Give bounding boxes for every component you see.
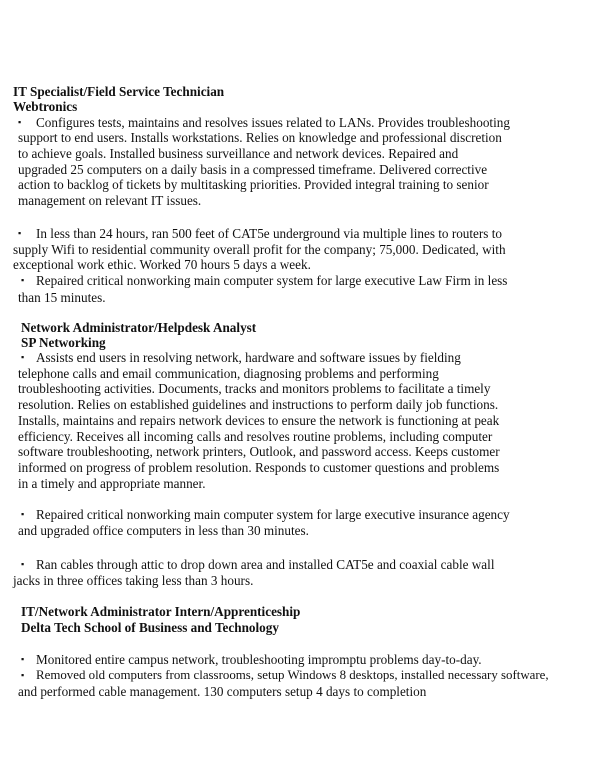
company-name: Delta Tech School of Business and Technology xyxy=(21,620,279,635)
job-title: IT Specialist/Field Service Technician xyxy=(13,84,225,99)
bullet-line: Configures tests, maintains and resolves issues related to LANs. Provides troubleshooting xyxy=(36,115,510,130)
bullet-line: Monitored entire campus network, troubleshooting impromptu problems day-to-day. xyxy=(36,652,482,667)
bullet-line: Assists end users in resolving network, hardware and software issues by fielding xyxy=(36,350,461,365)
bullet-line: support to end users. Installs workstations. Relies on knowledge and professional discretion xyxy=(18,130,502,145)
bullet-line: Repaired critical nonworking main computer system for large executive insurance agency xyxy=(36,507,510,522)
company-name: SP Networking xyxy=(21,335,106,350)
bullet-line: telephone calls and email communication, diagnosing problems and performing xyxy=(18,366,439,381)
bullet-line: troubleshooting activities. Documents, tracks and monitors problems to facilitate a timely xyxy=(18,381,491,396)
bullet-line: In less than 24 hours, ran 500 feet of CAT5e underground via multiple lines to routers to xyxy=(36,226,502,241)
bullet-line: and upgraded office computers in less than 30 minutes. xyxy=(18,523,309,538)
bullet-icon: ▪ xyxy=(21,352,25,362)
bullet-line: Repaired critical nonworking main computer system for large executive Law Firm in less xyxy=(36,273,508,288)
bullet-icon: ▪ xyxy=(18,228,22,238)
bullet-icon: ▪ xyxy=(21,654,25,664)
bullet-line: jacks in three offices taking less than 3 hours. xyxy=(13,573,254,588)
bullet-line: software troubleshooting, network printers, Outlook, and password access. Keeps customer xyxy=(18,444,500,459)
bullet-line: exceptional work ethic. Worked 70 hours 5 days a week. xyxy=(13,257,311,272)
bullet-line: and performed cable management. 130 computers setup 4 days to completion xyxy=(18,684,427,699)
bullet-icon: ▪ xyxy=(18,117,22,127)
bullet-line: than 15 minutes. xyxy=(18,290,106,305)
bullet-icon: ▪ xyxy=(21,509,25,519)
bullet-line: action to backlog of tickets by multitasking priorities. Provided integral training to senior xyxy=(18,177,489,192)
bullet-line: supply Wifi to residential community overall profit for the company; 75,000. Dedicated, with xyxy=(13,242,506,257)
bullet-line: in a timely and appropriate manner. xyxy=(18,476,206,491)
bullet-icon: ▪ xyxy=(21,275,25,285)
bullet-icon: ▪ xyxy=(21,559,25,569)
bullet-line: Installs, maintains and repairs network devices to ensure the network is functioning at peak xyxy=(18,413,500,428)
bullet-line: resolution. Relies on established guidelines and instructions to perform daily job functions. xyxy=(18,397,499,412)
bullet-line: Removed old computers from classrooms, setup Windows 8 desktops, installed necessary software, xyxy=(36,668,549,682)
bullet-line: informed on progress of problem resolution. Responds to customer questions and problems xyxy=(18,460,500,475)
company-name: Webtronics xyxy=(13,99,78,114)
bullet-line: to achieve goals. Installed business surveillance and network devices. Repaired and xyxy=(18,146,459,161)
bullet-line: management on relevant IT issues. xyxy=(18,193,202,208)
job-title: Network Administrator/Helpdesk Analyst xyxy=(21,320,257,335)
bullet-line: upgraded 25 computers on a daily basis in a compressed timeframe. Delivered corrective xyxy=(18,162,488,177)
bullet-line: Ran cables through attic to drop down area and installed CAT5e and coaxial cable wall xyxy=(36,557,495,572)
bullet-line: efficiency. Receives all incoming calls and resolves routine problems, including computer xyxy=(18,429,493,444)
bullet-icon: ▪ xyxy=(21,670,25,680)
job-title: IT/Network Administrator Intern/Apprenticeship xyxy=(21,604,301,619)
